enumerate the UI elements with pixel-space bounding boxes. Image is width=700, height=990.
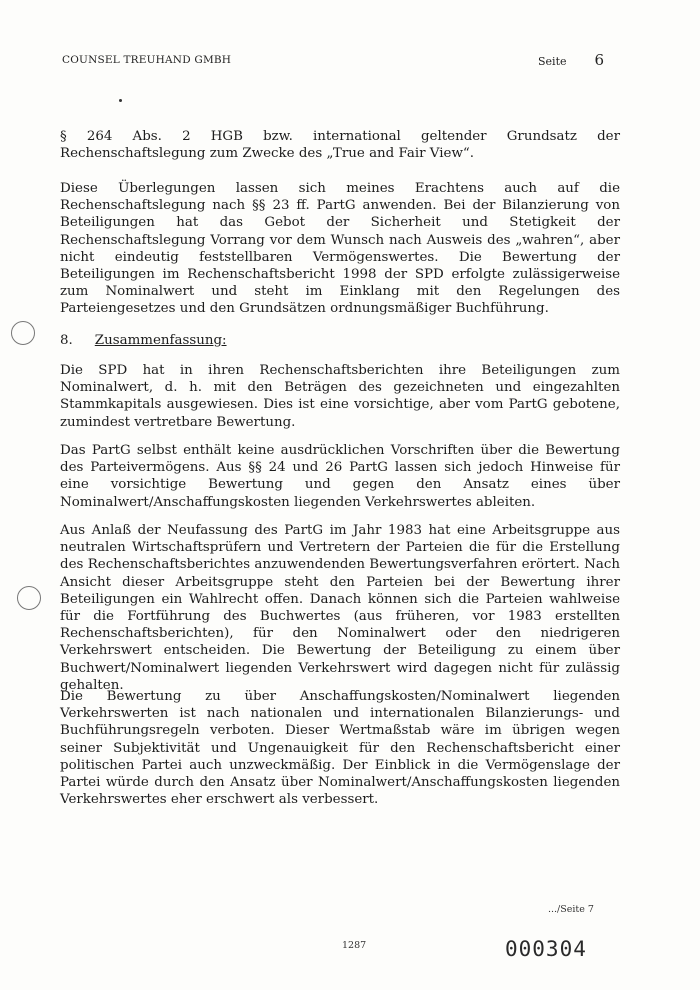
company-name: COUNSEL TREUHAND GMBH (62, 54, 232, 66)
page-indicator (538, 51, 604, 69)
folio-number: 1287 (342, 940, 367, 951)
punch-hole (11, 321, 35, 345)
section-title: Zusammenfassung: (94, 333, 227, 348)
scan-speck (119, 99, 122, 102)
paragraph-1: § 264 Abs. 2 HGB bzw. international geltender Grundsatz der Rechenschaftslegung zum Zwecke des „True and Fair View“. (60, 129, 620, 162)
document-stamp: 000304 (505, 937, 587, 961)
summary-paragraph-2: Das PartG selbst enthält keine ausdrücklichen Vorschriften über die Bewertung des Parteivermögens. Aus §§ 24 und 26 PartG lassen sich jedoch Hinweise für eine vorsichtige Bewertung und gegen den Ansatz eines über Nominalwert/Anschaffungskosten liegenden Verkehrswertes ableiten. (60, 443, 620, 510)
punch-hole (17, 586, 41, 610)
section-heading (60, 332, 227, 349)
page-label: Seite (538, 55, 567, 68)
continuation-note: .../Seite 7 (548, 904, 594, 915)
paragraph-2: Diese Überlegungen lassen sich meines Erachtens auch auf die Rechenschaftslegung nach §§ 23 ff. PartG anwenden. Bei der Bilanzierung von Beteiligungen hat das Gebot der Sicherheit und Stetigkeit der Rechenschaftslegung Vorrang vor dem Wunsch nach Ausweis des „wahren“, aber nicht eindeutig feststellbaren Vermögenswertes. Die Bewertung der Beteiligungen im Rechenschaftsbericht 1998 der SPD erfolgte zulässigerweise zum Nominalwert und steht im Einklang mit den Regelungen des Parteiengesetzes und den Grundsätzen ordnungsmäßiger Buchführung. (60, 181, 620, 317)
summary-paragraph-1: Die SPD hat in ihren Rechenschaftsberichten ihre Beteiligungen zum Nominalwert, d. h. mit den Beträgen des gezeichneten und eingezahlten Stammkapitals ausgewiesen. Dies ist eine vorsichtige, aber vom PartG gebotene, zumindest vertretbare Bewertung. (60, 363, 620, 430)
summary-paragraph-3: Aus Anlaß der Neufassung des PartG im Jahr 1983 hat eine Arbeitsgruppe aus neutralen Wirtschaftsprüfern und Vertretern der Parteien die für die Erstellung des Rechenschaftsberichtes anzuwendenden Bewertungsverfahren erörtert. Nach Ansicht dieser Arbeitsgruppe steht den Parteien bei der Bewertung ihrer Beteiligungen ein Wahlrecht offen. Danach können sich die Parteien wahlweise für die Fortführung des Buchwertes (aus früheren, vor 1983 erstellten Rechenschaftsberichten), für den Nominalwert oder den niedrigeren Verkehrswert entscheiden. Die Bewertung der Beteiligung zu einem über Buchwert/Nominalwert liegenden Verkehrswert wird dagegen nicht für zulässig gehalten. (60, 523, 620, 693)
summary-paragraph-4: Die Bewertung zu über Anschaffungskosten/Nominalwert liegenden Verkehrswerten ist nach nationalen und internationalen Bilanzierungs- und Buchführungsregeln verboten. Dieser Wertmaßstab wäre im übrigen wegen seiner Subjektivität und Ungenauigkeit für den Rechenschaftsbericht einer politischen Partei auch unzweckmäßig. Der Einblick in die Vermögenslage der Partei würde durch den Ansatz über Nominalwert/Anschaffungskosten liegenden Verkehrswertes eher erschwert als verbessert. (60, 689, 620, 808)
section-number: 8. (60, 333, 73, 348)
page-number: 6 (594, 51, 605, 69)
